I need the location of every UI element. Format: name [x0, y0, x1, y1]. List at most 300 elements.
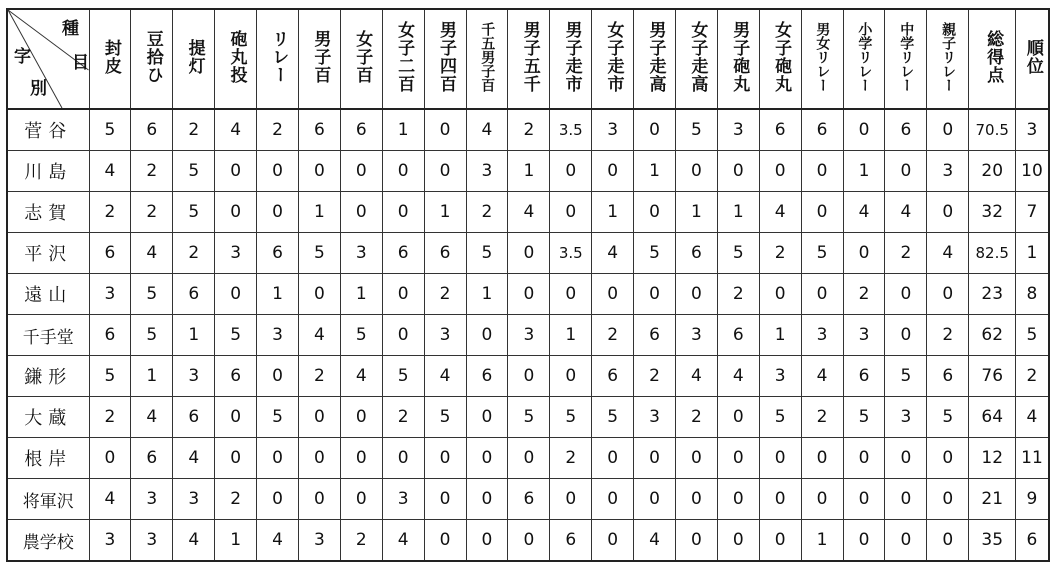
score-cell: 0 — [550, 151, 592, 192]
score-cell: 0 — [298, 397, 340, 438]
column-header — [843, 9, 885, 109]
column-header — [550, 9, 592, 109]
score-cell: 6 — [298, 109, 340, 151]
score-cell: 0 — [257, 192, 299, 233]
score-cell: 2 — [298, 356, 340, 397]
score-cell: 0 — [927, 520, 969, 562]
score-cell: 1 — [550, 315, 592, 356]
score-cell: 1 — [508, 151, 550, 192]
score-cell: 0 — [298, 151, 340, 192]
score-cell: 0 — [801, 438, 843, 479]
score-cell: 0 — [592, 479, 634, 520]
score-cell: 4 — [131, 233, 173, 274]
column-header-label: 女子二百 — [394, 21, 415, 93]
score-cell: 3 — [508, 315, 550, 356]
score-cell: 6 — [759, 109, 801, 151]
column-header — [424, 9, 466, 109]
score-cell: 5 — [298, 233, 340, 274]
score-cell: 3 — [173, 479, 215, 520]
column-header — [634, 9, 676, 109]
score-cell: 1 — [843, 151, 885, 192]
score-cell: 6 — [843, 356, 885, 397]
score-cell: 82.5 — [969, 233, 1016, 274]
column-header-label: 女子百 — [352, 30, 373, 84]
score-cell: 2 — [131, 151, 173, 192]
score-cell: 3 — [131, 520, 173, 562]
score-cell: 2 — [927, 315, 969, 356]
corner-header-cell — [7, 9, 89, 109]
score-cell: 5 — [89, 356, 131, 397]
score-cell: 4 — [131, 397, 173, 438]
score-cell: 4 — [508, 192, 550, 233]
score-cell: 4 — [801, 356, 843, 397]
score-cell: 70.5 — [969, 109, 1016, 151]
score-cell: 5 — [717, 233, 759, 274]
score-cell: 5 — [257, 397, 299, 438]
score-cell: 1 — [634, 151, 676, 192]
table-row — [7, 520, 1049, 562]
column-header-label: 順位 — [1022, 39, 1043, 75]
score-cell: 0 — [550, 192, 592, 233]
score-cell: 5 — [675, 109, 717, 151]
score-cell: 1 — [173, 315, 215, 356]
score-cell: 5 — [885, 356, 927, 397]
score-cell: 5 — [801, 233, 843, 274]
score-cell: 4 — [89, 151, 131, 192]
column-header-label: 男子走高 — [645, 21, 666, 93]
score-cell: 5 — [843, 397, 885, 438]
score-cell: 4 — [424, 356, 466, 397]
score-cell: 12 — [969, 438, 1016, 479]
score-cell: 0 — [885, 438, 927, 479]
score-cell: 0 — [550, 274, 592, 315]
score-cell: 6 — [1016, 520, 1049, 562]
score-cell: 3.5 — [550, 109, 592, 151]
score-cell: 0 — [634, 438, 676, 479]
column-header — [927, 9, 969, 109]
score-cell: 3 — [1016, 109, 1049, 151]
score-cell: 0 — [424, 479, 466, 520]
score-cell: 1 — [675, 192, 717, 233]
score-cell: 0 — [257, 438, 299, 479]
score-cell: 4 — [89, 479, 131, 520]
score-cell: 0 — [759, 438, 801, 479]
column-header-label: 封皮 — [100, 39, 121, 75]
score-cell: 0 — [843, 438, 885, 479]
score-cell: 6 — [89, 233, 131, 274]
score-cell: 0 — [717, 397, 759, 438]
table-row — [7, 151, 1049, 192]
column-header-label: 男子砲丸 — [729, 21, 750, 93]
score-cell: 0 — [340, 397, 382, 438]
score-cell: 0 — [675, 438, 717, 479]
score-cell: 3 — [257, 315, 299, 356]
score-cell: 2 — [675, 397, 717, 438]
score-cell: 6 — [885, 109, 927, 151]
column-header-label: 男女リレー — [814, 22, 831, 92]
score-cell: 2 — [843, 274, 885, 315]
score-cell: 5 — [382, 356, 424, 397]
score-cell: 0 — [801, 274, 843, 315]
score-cell: 5 — [927, 397, 969, 438]
column-header-label: 砲丸投 — [226, 30, 247, 84]
score-cell: 0 — [717, 520, 759, 562]
row-name-cell: 大蔵 — [7, 397, 89, 438]
score-cell: 0 — [885, 274, 927, 315]
column-header — [759, 9, 801, 109]
score-cell: 0 — [382, 192, 424, 233]
score-cell: 5 — [550, 397, 592, 438]
score-cell: 0 — [466, 315, 508, 356]
score-cell: 0 — [592, 520, 634, 562]
score-cell: 4 — [340, 356, 382, 397]
score-cell: 4 — [173, 520, 215, 562]
column-header — [340, 9, 382, 109]
score-cell: 6 — [592, 356, 634, 397]
score-cell: 2 — [550, 438, 592, 479]
score-cell: 0 — [885, 151, 927, 192]
score-cell: 4 — [257, 520, 299, 562]
row-name-cell: 平沢 — [7, 233, 89, 274]
score-cell: 6 — [717, 315, 759, 356]
score-cell: 1 — [717, 192, 759, 233]
score-cell: 2 — [424, 274, 466, 315]
score-cell: 1 — [759, 315, 801, 356]
score-cell: 0 — [340, 479, 382, 520]
score-cell: 3 — [759, 356, 801, 397]
table-row — [7, 274, 1049, 315]
score-cell: 6 — [173, 274, 215, 315]
score-cell: 1 — [215, 520, 257, 562]
column-header-label: 親子リレー — [940, 22, 957, 92]
score-cell: 1 — [382, 109, 424, 151]
score-cell: 6 — [215, 356, 257, 397]
score-cell: 3 — [675, 315, 717, 356]
score-cell: 0 — [843, 109, 885, 151]
score-cell: 4 — [298, 315, 340, 356]
score-cell: 0 — [717, 438, 759, 479]
score-cell: 3 — [173, 356, 215, 397]
score-cell: 4 — [759, 192, 801, 233]
column-header — [885, 9, 927, 109]
row-name-cell: 千手堂 — [7, 315, 89, 356]
score-cell: 0 — [801, 151, 843, 192]
score-cell: 0 — [927, 479, 969, 520]
score-cell: 0 — [215, 397, 257, 438]
score-cell: 5 — [340, 315, 382, 356]
score-cell: 0 — [675, 479, 717, 520]
column-header — [969, 9, 1016, 109]
score-cell: 5 — [131, 274, 173, 315]
score-cell: 0 — [634, 274, 676, 315]
score-cell: 6 — [550, 520, 592, 562]
score-cell: 0 — [257, 151, 299, 192]
table-row — [7, 397, 1049, 438]
score-cell: 3.5 — [550, 233, 592, 274]
row-name-cell: 志賀 — [7, 192, 89, 233]
score-cell: 0 — [717, 151, 759, 192]
row-name-cell: 菅谷 — [7, 109, 89, 151]
score-cell: 4 — [843, 192, 885, 233]
score-cell: 4 — [927, 233, 969, 274]
score-cell: 0 — [927, 109, 969, 151]
score-cell: 3 — [215, 233, 257, 274]
row-name-cell: 川島 — [7, 151, 89, 192]
column-header — [1016, 9, 1049, 109]
score-cell: 2 — [131, 192, 173, 233]
column-header — [131, 9, 173, 109]
score-cell: 64 — [969, 397, 1016, 438]
score-cell: 0 — [885, 315, 927, 356]
score-cell: 0 — [759, 479, 801, 520]
score-cell: 62 — [969, 315, 1016, 356]
score-cell: 6 — [801, 109, 843, 151]
score-cell: 4 — [1016, 397, 1049, 438]
score-cell: 0 — [382, 274, 424, 315]
row-name-cell: 鎌形 — [7, 356, 89, 397]
score-cell: 0 — [550, 479, 592, 520]
score-table — [6, 8, 1050, 562]
score-cell: 3 — [131, 479, 173, 520]
row-name-cell: 遠山 — [7, 274, 89, 315]
score-cell: 0 — [424, 109, 466, 151]
score-cell: 0 — [634, 479, 676, 520]
score-cell: 3 — [89, 274, 131, 315]
score-cell: 5 — [1016, 315, 1049, 356]
score-cell: 0 — [466, 479, 508, 520]
score-cell: 0 — [843, 520, 885, 562]
score-cell: 0 — [508, 274, 550, 315]
score-cell: 0 — [424, 438, 466, 479]
corner-label-left: 字 — [14, 47, 31, 67]
score-cell: 4 — [382, 520, 424, 562]
score-cell: 4 — [885, 192, 927, 233]
score-cell: 5 — [759, 397, 801, 438]
score-cell: 0 — [466, 520, 508, 562]
table-row — [7, 192, 1049, 233]
score-cell: 5 — [173, 151, 215, 192]
score-cell: 0 — [382, 151, 424, 192]
column-header-label: 男子五千 — [519, 21, 540, 93]
score-cell: 2 — [173, 233, 215, 274]
score-cell: 4 — [634, 520, 676, 562]
score-cell: 2 — [89, 192, 131, 233]
score-cell: 35 — [969, 520, 1016, 562]
score-cell: 0 — [634, 192, 676, 233]
column-header — [717, 9, 759, 109]
score-cell: 0 — [508, 233, 550, 274]
score-cell: 1 — [340, 274, 382, 315]
score-cell: 11 — [1016, 438, 1049, 479]
score-cell: 3 — [717, 109, 759, 151]
score-cell: 0 — [759, 151, 801, 192]
score-cell: 23 — [969, 274, 1016, 315]
score-cell: 3 — [843, 315, 885, 356]
score-cell: 0 — [927, 274, 969, 315]
score-cell: 5 — [131, 315, 173, 356]
score-cell: 6 — [131, 438, 173, 479]
score-cell: 3 — [340, 233, 382, 274]
score-cell: 4 — [592, 233, 634, 274]
score-cell: 2 — [466, 192, 508, 233]
column-header-label: リレー — [268, 30, 289, 84]
column-header-label: 豆拾ひ — [142, 30, 163, 84]
column-header-label: 千五男子百 — [479, 22, 496, 92]
score-cell: 2 — [759, 233, 801, 274]
header-row — [7, 9, 1049, 109]
score-cell: 1 — [801, 520, 843, 562]
score-cell: 0 — [885, 479, 927, 520]
score-cell: 6 — [173, 397, 215, 438]
column-header — [675, 9, 717, 109]
score-cell: 5 — [89, 109, 131, 151]
score-cell: 3 — [634, 397, 676, 438]
score-cell: 5 — [215, 315, 257, 356]
score-cell: 2 — [592, 315, 634, 356]
score-cell: 21 — [969, 479, 1016, 520]
row-name-cell: 将軍沢 — [7, 479, 89, 520]
score-cell: 0 — [466, 397, 508, 438]
score-cell: 5 — [592, 397, 634, 438]
score-cell: 2 — [801, 397, 843, 438]
score-cell: 0 — [215, 192, 257, 233]
column-header — [298, 9, 340, 109]
score-cell: 0 — [215, 151, 257, 192]
score-cell: 0 — [298, 438, 340, 479]
score-cell: 0 — [89, 438, 131, 479]
column-header — [508, 9, 550, 109]
score-cell: 0 — [592, 151, 634, 192]
score-cell: 2 — [508, 109, 550, 151]
table-row — [7, 438, 1049, 479]
score-cell: 0 — [801, 479, 843, 520]
score-cell: 2 — [1016, 356, 1049, 397]
column-header-label: 男子四百 — [435, 21, 456, 93]
score-cell: 3 — [298, 520, 340, 562]
score-cell: 4 — [215, 109, 257, 151]
corner-label-top: 種 — [62, 19, 79, 39]
score-cell: 4 — [173, 438, 215, 479]
score-cell: 0 — [592, 438, 634, 479]
score-cell: 0 — [927, 438, 969, 479]
score-cell: 3 — [424, 315, 466, 356]
score-cell: 2 — [89, 397, 131, 438]
score-cell: 1 — [466, 274, 508, 315]
score-cell: 1 — [592, 192, 634, 233]
table-row — [7, 233, 1049, 274]
column-header-label: 提灯 — [184, 39, 205, 75]
score-cell: 6 — [634, 315, 676, 356]
score-cell: 20 — [969, 151, 1016, 192]
score-cell: 1 — [257, 274, 299, 315]
score-cell: 7 — [1016, 192, 1049, 233]
score-cell: 4 — [717, 356, 759, 397]
score-cell: 2 — [215, 479, 257, 520]
score-cell: 2 — [173, 109, 215, 151]
corner-label-right: 目 — [72, 53, 89, 73]
score-cell: 0 — [927, 192, 969, 233]
score-cell: 3 — [801, 315, 843, 356]
score-cell: 6 — [466, 356, 508, 397]
score-cell: 4 — [675, 356, 717, 397]
score-cell: 2 — [340, 520, 382, 562]
row-name-cell: 農学校 — [7, 520, 89, 562]
score-cell: 0 — [508, 520, 550, 562]
score-cell: 0 — [298, 479, 340, 520]
score-cell: 0 — [592, 274, 634, 315]
score-cell: 32 — [969, 192, 1016, 233]
column-header-label: 男子百 — [310, 30, 331, 84]
score-cell: 0 — [759, 274, 801, 315]
score-cell: 0 — [508, 438, 550, 479]
score-cell: 0 — [675, 151, 717, 192]
score-cell: 0 — [801, 192, 843, 233]
score-cell: 0 — [885, 520, 927, 562]
score-cell: 4 — [466, 109, 508, 151]
score-cell: 1 — [1016, 233, 1049, 274]
score-cell: 6 — [131, 109, 173, 151]
score-cell: 3 — [927, 151, 969, 192]
score-cell: 8 — [1016, 274, 1049, 315]
score-cell: 0 — [215, 274, 257, 315]
column-header — [89, 9, 131, 109]
score-cell: 0 — [675, 274, 717, 315]
score-cell: 2 — [382, 397, 424, 438]
score-cell: 5 — [173, 192, 215, 233]
score-cell: 5 — [634, 233, 676, 274]
score-cell: 0 — [424, 520, 466, 562]
column-header-label: 総得点 — [983, 30, 1004, 84]
score-cell: 0 — [759, 520, 801, 562]
score-cell: 0 — [382, 315, 424, 356]
score-cell: 0 — [550, 356, 592, 397]
score-cell: 6 — [675, 233, 717, 274]
score-cell: 0 — [634, 109, 676, 151]
score-cell: 0 — [215, 438, 257, 479]
column-header-label: 中学リレー — [898, 22, 915, 92]
score-cell: 6 — [257, 233, 299, 274]
row-name-cell: 根岸 — [7, 438, 89, 479]
score-cell: 3 — [89, 520, 131, 562]
table-row — [7, 109, 1049, 151]
table-row — [7, 315, 1049, 356]
score-cell: 0 — [466, 438, 508, 479]
column-header-label: 小学リレー — [856, 22, 873, 92]
column-header-label: 女子走市 — [603, 21, 624, 93]
score-cell: 76 — [969, 356, 1016, 397]
score-cell: 10 — [1016, 151, 1049, 192]
score-cell: 6 — [89, 315, 131, 356]
column-header — [257, 9, 299, 109]
score-cell: 6 — [382, 233, 424, 274]
table-row — [7, 356, 1049, 397]
column-header — [592, 9, 634, 109]
score-cell: 0 — [382, 438, 424, 479]
score-cell: 0 — [675, 520, 717, 562]
score-cell: 0 — [843, 233, 885, 274]
score-cell: 3 — [382, 479, 424, 520]
column-header-label: 男子走市 — [561, 21, 582, 93]
corner-label-bottom: 別 — [30, 79, 47, 99]
score-cell: 6 — [508, 479, 550, 520]
score-cell: 0 — [717, 479, 759, 520]
score-cell: 3 — [466, 151, 508, 192]
column-header-label: 女子砲丸 — [771, 21, 792, 93]
score-cell: 6 — [927, 356, 969, 397]
column-header-label: 女子走高 — [687, 21, 708, 93]
score-cell: 0 — [257, 479, 299, 520]
score-cell: 0 — [257, 356, 299, 397]
